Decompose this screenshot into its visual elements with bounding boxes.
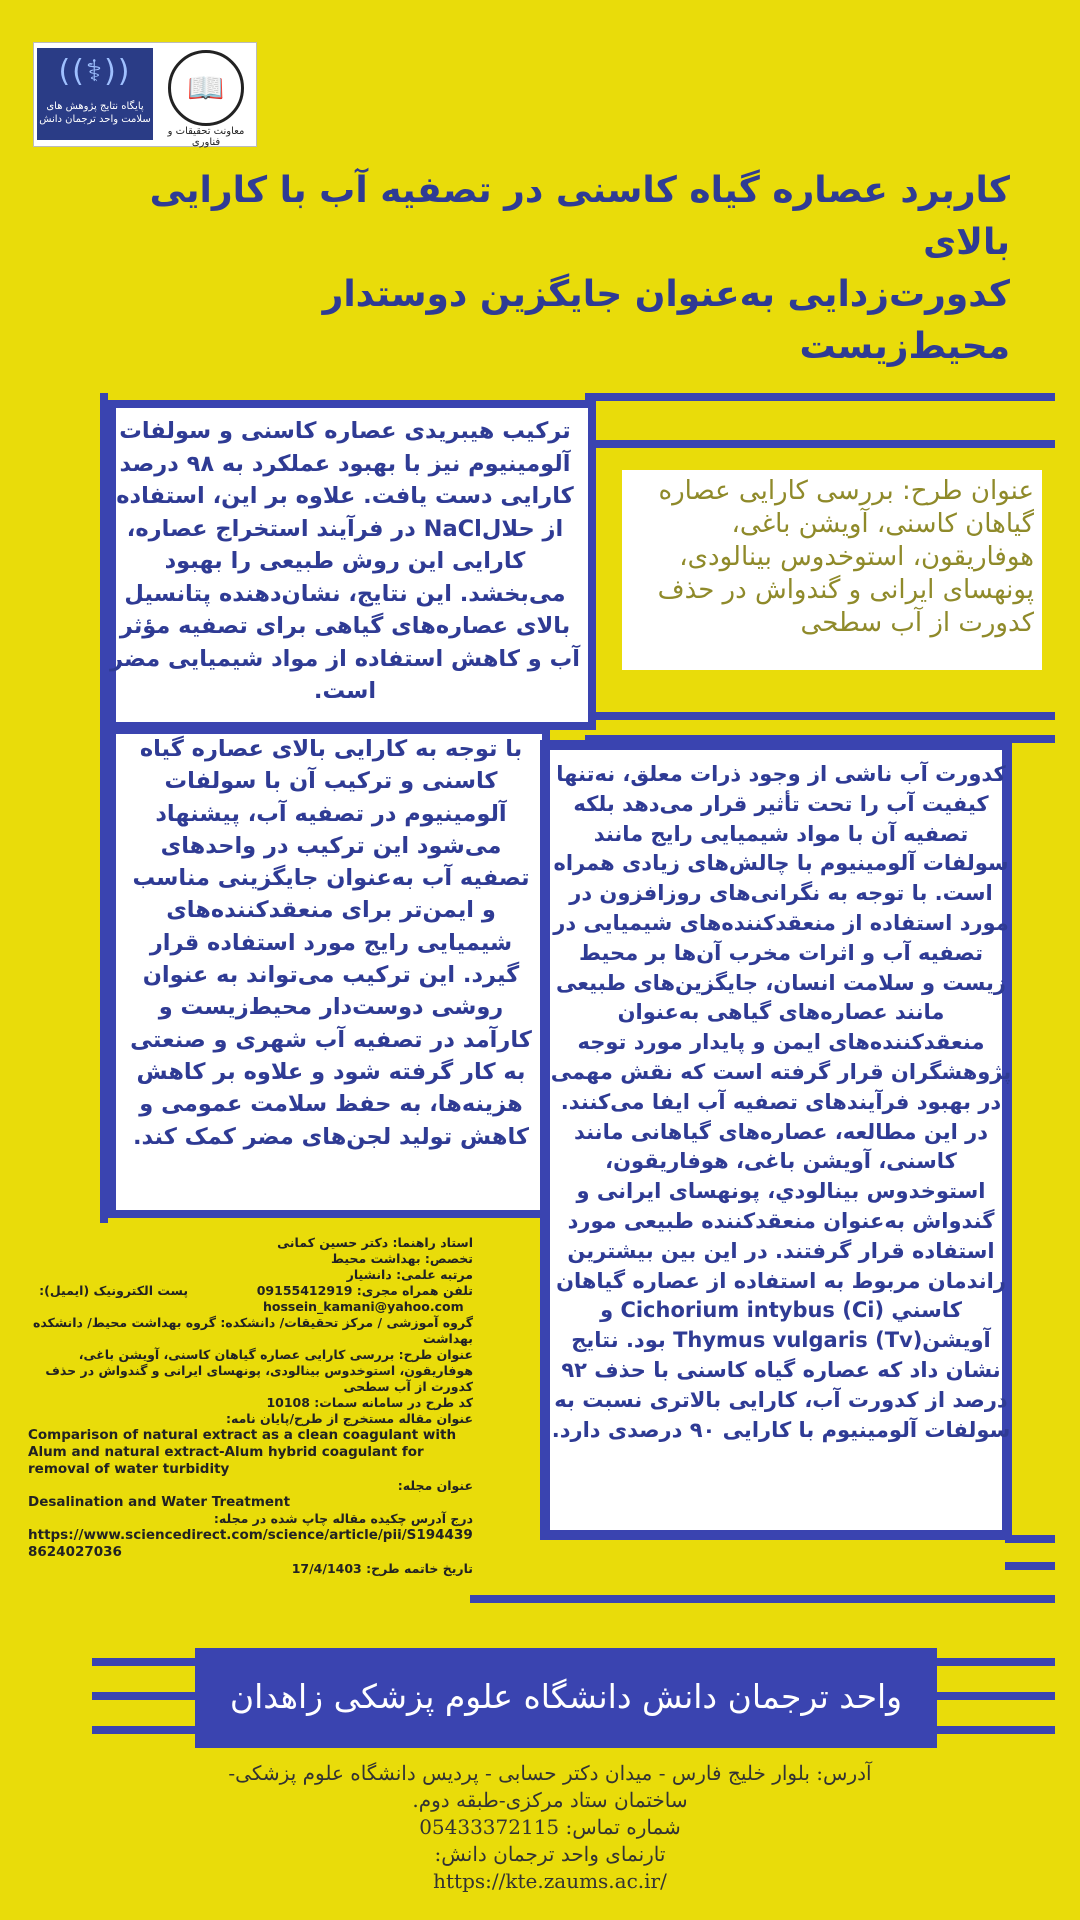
university-logo-caption: معاونت تحقیقات و فناوری [167, 126, 245, 148]
footer-contact [200, 1760, 900, 1895]
project-title: عنوان طرح: بررسی کارایی عصاره گیاهان کاسنی، آویشن باغی، هوفاریقون، استوخدوس بینالودی، پونهسای ایرانی و گندواش در حذف کدورت از آب سطحی [657, 476, 1034, 638]
department: گروه آموزشی / مرکز تحقیقات/ دانشکده: گروه بهداشت محیط/ دانشکده بهداشت [32, 1315, 473, 1346]
email-label: پست الکترونیک (ایمیل): [39, 1283, 189, 1298]
title-line-1: کاربرد عصاره گیاه کاسنی در تصفیه آب با کارایی بالای [149, 170, 1010, 263]
supervisor: استاد راهنما: دکتر حسین کمانی [277, 1235, 473, 1250]
rank: مرتبه علمی: دانشیار [346, 1267, 473, 1282]
footer-phone: شماره تماس: 05433372115 [419, 1815, 681, 1839]
project-code: کد طرح در سامانه سمات: 10108 [266, 1395, 473, 1410]
footer-url[interactable]: https://kte.zaums.ac.ir/ [433, 1869, 667, 1893]
stripe [585, 440, 1055, 448]
article-label: عنوان مقاله مستخرج از طرح/پایان نامه: [225, 1411, 473, 1426]
page-title [110, 165, 1010, 373]
panel-right-text: کدورت آب ناشی از وجود ذرات معلق، نه‌تنها کیفیت آب را تحت تأثیر قرار می‌دهد بلکه تصفیه آن با مواد شیمیایی رایج مانند سولفات آلومینیوم با چالش‌های زیادی همراه است. با توجه به نگرانی‌های روزافزون در مورد استفاده از منعقدکننده‌های شیمیایی در تصفیه آب و اثرات مخرب آن‌ها بر محیط زیست و سلامت انسان، جایگزین‌های طبیعی مانند عصاره‌های گیاهی به‌عنوان منعقدکننده‌های ایمن و پایدار مورد توجه پژوهشگران قرار گرفته است که نقش مهمی در بهبود فرآیندهای تصفیه آب ایفا می‌کنند. در این مطالعه، عصاره‌های گیاهانی مانند کاسنی، آویشن باغی، هوفاریقون، استوخدوس بینالودي، پونهسای ایرانی و گندواش به‌عنوان منعقدکننده طبیعی مورد استفاده قرار گرفتند. در این بین بیشترین راندمان مربوط به استفاده از عصاره گیاهان کاسني (Cichorium intybus (Ci و آویشن(Tv) Thymus vulgaris بود. نتایج نشان داد که عصاره گیاه کاسنی با حذف ۹۲ درصد از کدورت آب، کارایی بالاتری نسبت به سولفات آلومینیوم با کارایی ۹۰ درصدی دارد. [550, 762, 1012, 1442]
panel-top-left-text: ترکیب هیبریدی عصاره کاسنی و سولفات آلومینیوم نیز با بهبود عملکرد به ۹۸ درصد کارایی دست یافت. علاوه بر این، استفاده از حلالNaCl در فرآیند استخراج عصاره، کارایی این روش طبیعی را بهبود می‌بخشد. این نتایج، نشان‌دهنده پتانسیل بالای عصاره‌های گیاهی برای تصفیه مؤثر آب و کاهش استفاده از مواد شیمیایی مضر است. [110, 418, 580, 704]
frame-line [100, 393, 108, 1223]
researcher-info [28, 1235, 473, 1577]
phone: تلفن همراه مجری: 09155412919 [256, 1283, 473, 1298]
unit-band-title: واحد ترجمان دانش دانشگاه علوم پزشکی زاهدان [229, 1677, 903, 1716]
caduceus-icon: ((⚕)) [58, 54, 132, 89]
stripe [585, 712, 1055, 720]
specialty: تخصص: بهداشت محیط [331, 1251, 473, 1266]
frame-line [470, 1595, 1055, 1603]
email-link[interactable]: hossein_kamani@yahoo.com [263, 1299, 464, 1314]
journal-label: عنوان مجله: [397, 1478, 473, 1493]
footer-address: آدرس: بلوار خلیج فارس - میدان دکتر حسابی - پردیس دانشگاه علوم پزشکی- ساختمان ستاد مرکزی-طبقه دوم. [228, 1761, 872, 1812]
article-title: Comparison of natural extract as a clean coagulant with Alum and natural extract-Alum hybrid coagulant for removal of water turbidity [28, 1427, 457, 1477]
university-seal-icon: 📖 [168, 50, 244, 126]
kte-logo-caption: پایگاه نتایج پژوهش های سلامت واحد ترجمان دانش [39, 101, 151, 125]
article-link[interactable]: https://www.sciencedirect.com/science/article/pii/S1944398624027036 [28, 1527, 473, 1560]
panel-bottom-left-text: با توجه به کارایی بالای عصاره گیاه کاسنی و ترکیب آن با سولفات آلومینیوم در تصفیه آب، پیشنهاد می‌شود این ترکیب در واحدهای تصفیه آب به‌عنوان جایگزینی مناسب و ایمن‌تر برای منعقدکننده‌های شیمیایی رایج مورد استفاده قرار گیرد. این ترکیب می‌تواند به عنوان روشی دوست‌دار محیط‌زیست و کارآمد در تصفیه آب شهری و صنعتی به کار گرفته شود و علاوه بر کاهش هزینه‌ها، به حفظ سلامت عمومی و کاهش تولید لجن‌های مضر کمک کند. [130, 736, 532, 1150]
journal-name: Desalination and Water Treatment [28, 1494, 291, 1510]
link-label: درج آدرس چکیده مقاله چاپ شده در مجله: [213, 1511, 473, 1526]
stripe [1005, 1535, 1055, 1543]
stripe [1005, 1562, 1055, 1570]
university-logo [160, 46, 252, 148]
project-info: عنوان طرح: بررسی کارایی عصاره گیاهان کاسنی، آویشن باغی، هوفاریقون، استوخدوس بینالودی، پونهسای ایرانی و گندواش در حذف کدورت از آب سطحی [45, 1347, 473, 1394]
end-date: تاریخ خاتمه طرح: 17/4/1403 [291, 1561, 473, 1576]
footer-site-label: تارنمای واحد ترجمان دانش: [434, 1842, 666, 1866]
kte-logo [37, 48, 153, 140]
phone-row [28, 1283, 473, 1299]
stripe [585, 393, 1055, 401]
title-line-2: کدورت‌زدایی به‌عنوان جایگزین دوستدار محیط‌زیست [322, 274, 1010, 367]
